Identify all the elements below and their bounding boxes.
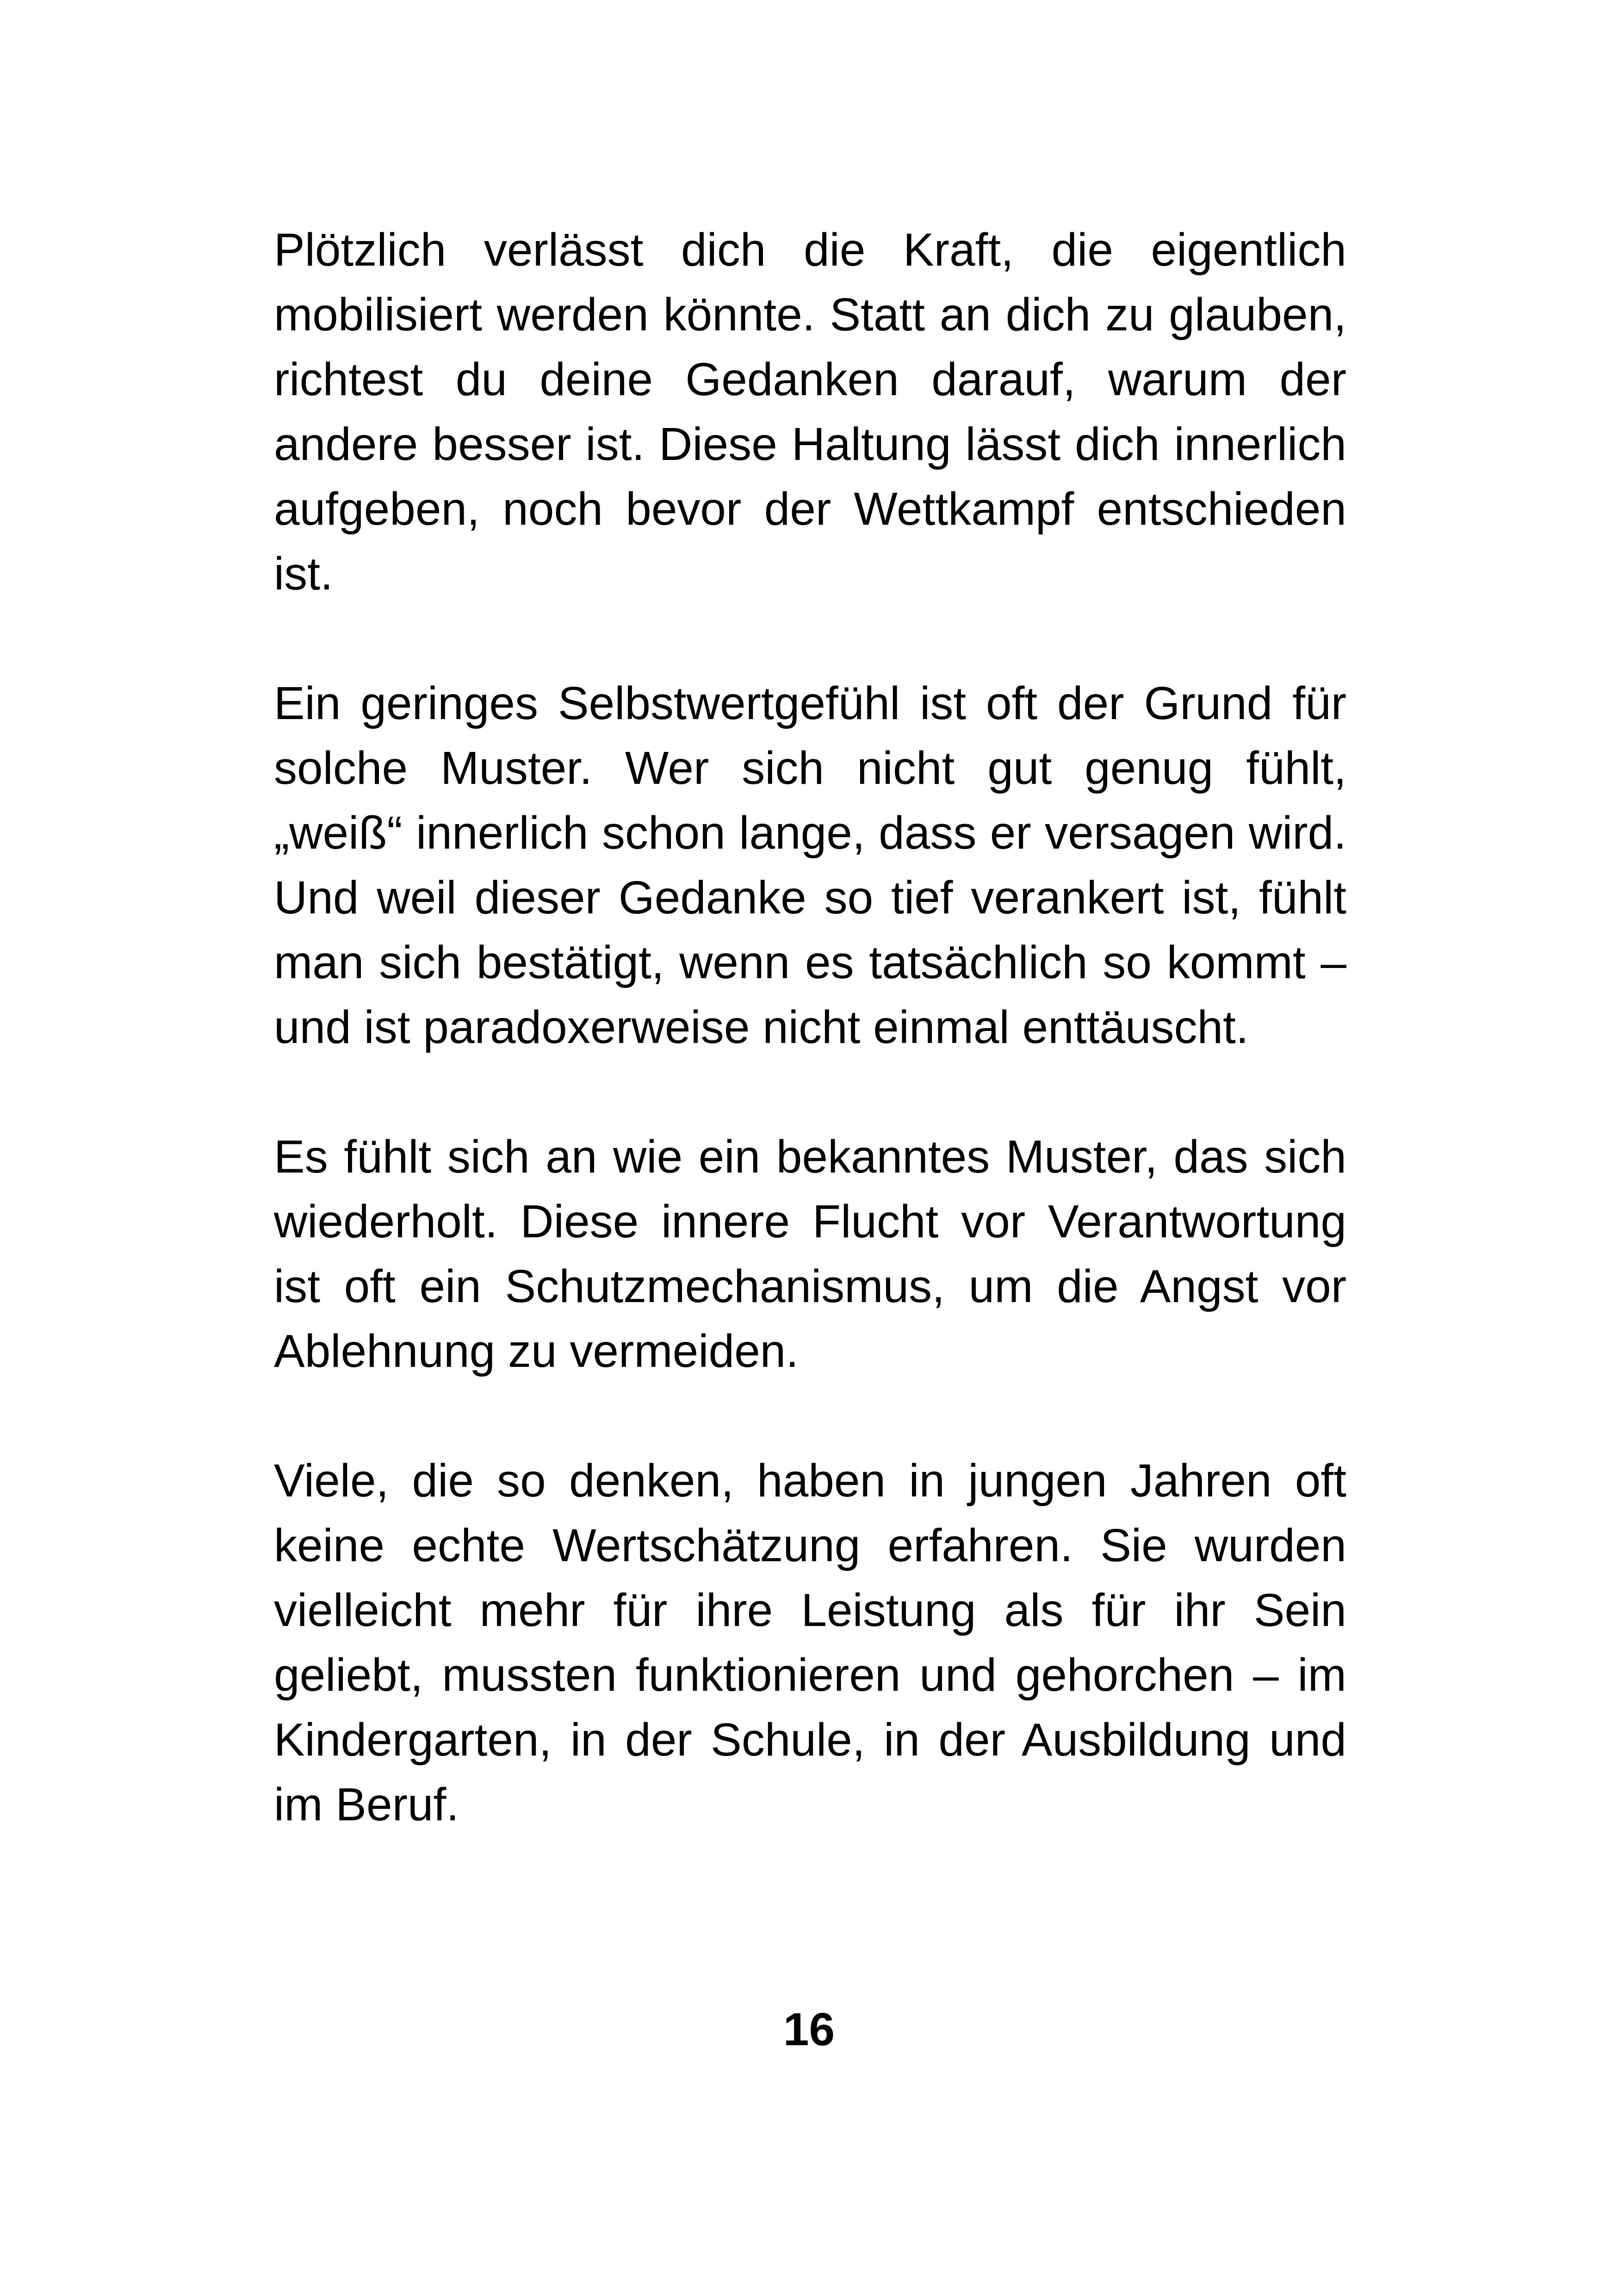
paragraph-4: Viele, die so denken, haben in jungen Jahren oft keine echte Wertschätzung erfahren. Sie wurden vielleicht mehr für ihre Leistung als für ihr Sein geliebt, mussten funktionieren und gehorchen – im Kindergarten, in der Schule, in der Ausbildung und im Beruf.	[274, 1455, 1346, 1831]
page-number: 16	[783, 2004, 835, 2055]
paragraph-1: Plötzlich verlässt dich die Kraft, die eigentlich mobilisiert werden könnte. Statt an dich zu glauben, richtest du deine Gedanken darauf, warum der andere besser ist. Diese Haltung lässt dich innerlich aufgeben, noch bevor der Wettkampf entschieden ist.	[274, 224, 1346, 600]
body-text	[274, 217, 1346, 1902]
paragraph-3: Es fühlt sich an wie ein bekanntes Muster, das sich wiederholt. Diese innere Flucht vor Verantwortung ist oft ein Schutzmechanismus, um die Angst vor Ablehnung zu vermeiden.	[274, 1131, 1346, 1377]
paragraph-2: Ein geringes Selbstwertgefühl ist oft der Grund für solche Muster. Wer sich nicht gut genug fühlt, „weiß“ innerlich schon lange, dass er versagen wird. Und weil dieser Gedanke so tief verankert ist, fühlt man sich bestätigt, wenn es tatsächlich so kommt – und ist paradoxerweise nicht einmal enttäuscht.	[274, 677, 1346, 1053]
